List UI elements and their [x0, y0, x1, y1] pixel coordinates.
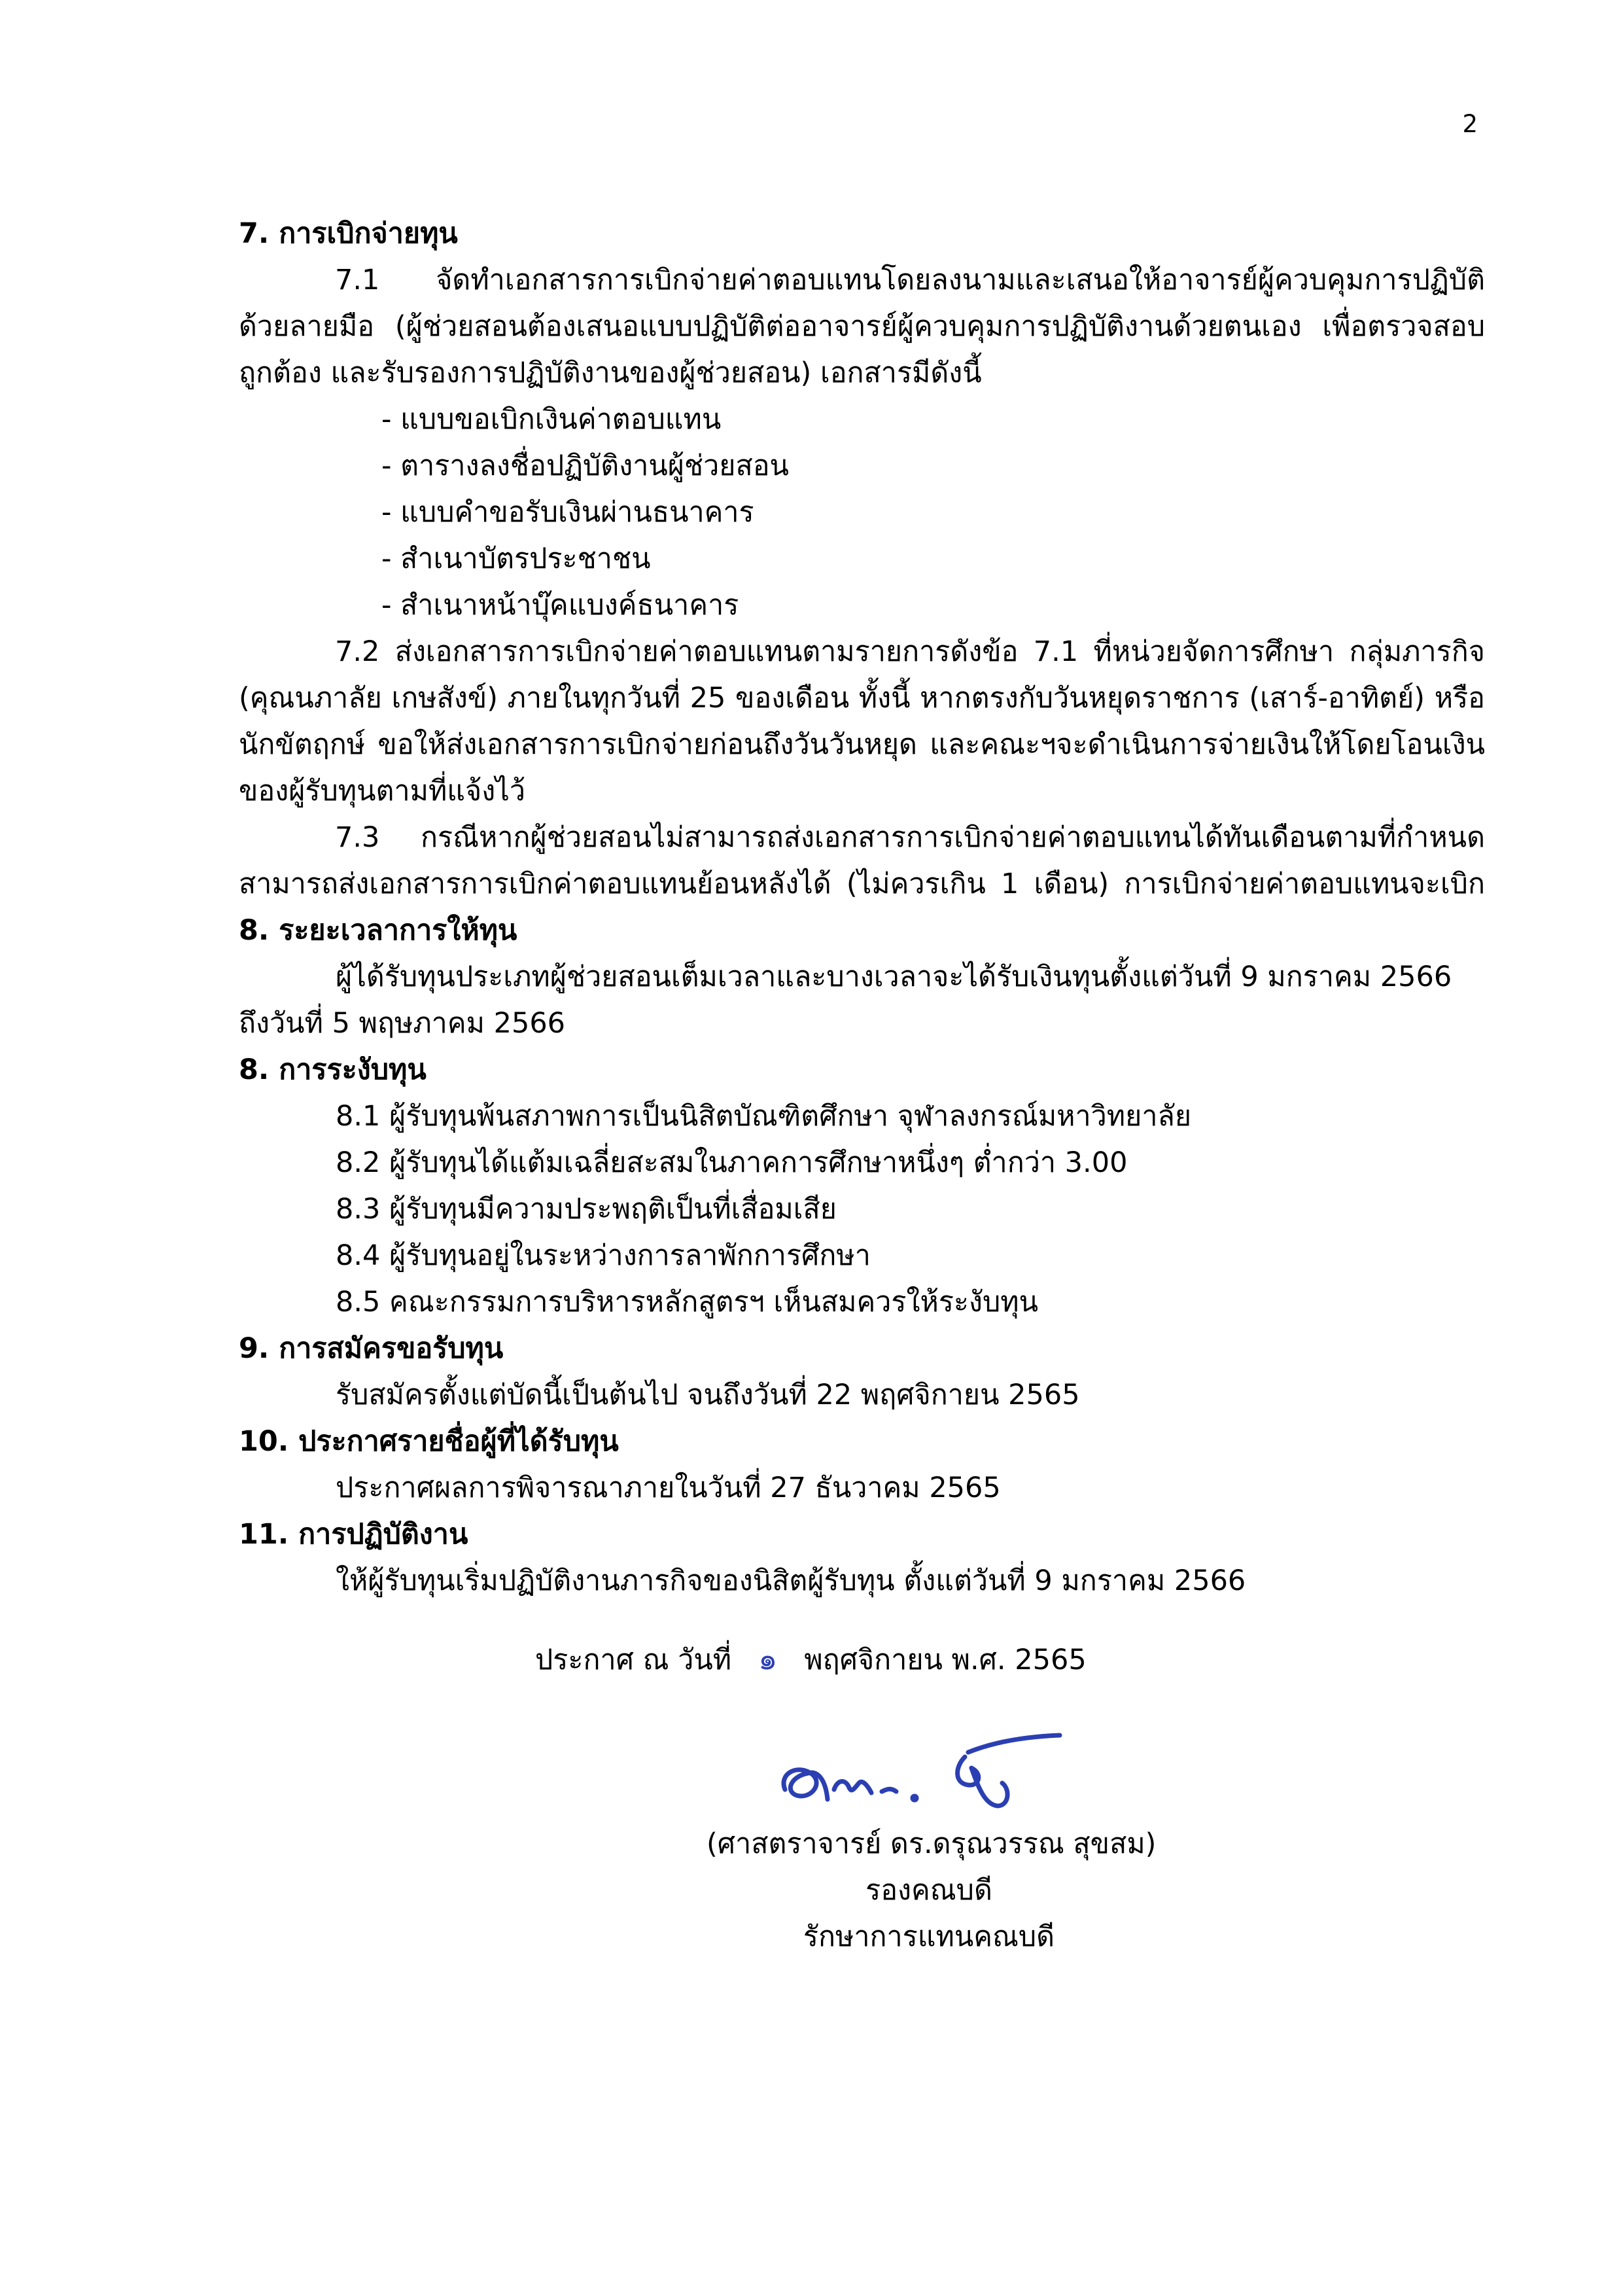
signatory-position: รองคณบดี — [865, 1874, 992, 1907]
suspension-item: 8.1 ผู้รับทุนพ้นสภาพการเป็นนิสิตบัณฑิตศึกษา จุฬาลงกรณ์มหาวิทยาลัย — [336, 1100, 1192, 1133]
page-number: 2 — [1462, 110, 1478, 138]
announcement-date — [535, 1636, 1087, 1684]
doc-list-item: - แบบคำขอรับเงินผ่านธนาคาร — [381, 496, 754, 529]
doc-list-item: - สำเนาหน้าบุ๊คแบงค์ธนาคาร — [381, 589, 739, 622]
para-7-3-line-1: 7.3 กรณีหากผู้ช่วยสอนไม่สามารถส่งเอกสารการเบิกจ่ายค่าตอบแทนได้ทันเดือนตามที่กำหนด — [335, 821, 1485, 854]
para-7-3-line-2: สามารถส่งเอกสารการเบิกค่าตอบแทนย้อนหลังได้ (ไม่ควรเกิน 1 เดือน) การเบิกจ่ายค่าตอบแทนจะเบิก — [239, 868, 1485, 900]
doc-list-item: - ตารางลงชื่อปฏิบัติงานผู้ช่วยสอน — [381, 450, 789, 482]
suspension-item: 8.2 ผู้รับทุนได้แต้มเฉลี่ยสะสมในภาคการศึกษาหนึ่งๆ ต่ำกว่า 3.00 — [336, 1146, 1128, 1179]
section-8-suspension-heading: 8. การระงับทุน — [239, 1053, 427, 1086]
suspension-item: 8.4 ผู้รับทุนอยู่ในระหว่างการลาพักการศึกษา — [336, 1239, 871, 1272]
para-7-2-line-1: 7.2 ส่งเอกสารการเบิกจ่ายค่าตอบแทนตามรายการดังข้อ 7.1 ที่หน่วยจัดการศึกษา กลุ่มภารกิจ — [335, 635, 1485, 668]
announcement-day: ๑ — [758, 1641, 778, 1676]
doc-list-item: - สำเนาบัตรประชาชน — [381, 542, 651, 575]
suspension-item: 8.3 ผู้รับทุนมีความประพฤติเป็นที่เสื่อมเสีย — [336, 1193, 837, 1226]
para-7-2-line-4: ของผู้รับทุนตามที่แจ้งไว้ — [239, 775, 525, 807]
para-7-1-line-2: ด้วยลายมือ (ผู้ช่วยสอนต้องเสนอแบบปฏิบัติต่ออาจารย์ผู้ควบคุมการปฏิบัติงานด้วยตนเอง เพื่อตรวจสอบ — [239, 310, 1485, 343]
signature-block — [707, 1821, 1157, 1960]
doc-list-item: - แบบขอเบิกเงินค่าตอบแทน — [381, 403, 722, 436]
section-9-heading: 9. การสมัครขอรับทุน — [239, 1332, 504, 1365]
announcement-suffix: พฤศจิกายน พ.ศ. 2565 — [804, 1644, 1087, 1676]
section-10-heading: 10. ประกาศรายชื่อผู้ที่ได้รับทุน — [239, 1425, 619, 1458]
section-11-line: ให้ผู้รับทุนเริ่มปฏิบัติงานภารกิจของนิสิตผู้รับทุน ตั้งแต่วันที่ 9 มกราคม 2566 — [336, 1564, 1246, 1597]
para-7-1-line-3: ถูกต้อง และรับรองการปฏิบัติงานของผู้ช่วยสอน) เอกสารมีดังนี้ — [239, 357, 982, 389]
section-8-period-heading: 8. ระยะเวลาการให้ทุน — [239, 914, 517, 947]
announcement-prefix: ประกาศ ณ วันที่ — [535, 1644, 732, 1676]
section-9-line: รับสมัครตั้งแต่บัดนี้เป็นต้นไป จนถึงวันที่ 22 พฤศจิกายน 2565 — [336, 1379, 1080, 1411]
section-8-period-line-2: ถึงวันที่ 5 พฤษภาคม 2566 — [239, 1007, 566, 1040]
para-7-2-line-3: นักขัตฤกษ์ ขอให้ส่งเอกสารการเบิกจ่ายก่อนถึงวันวันหยุด และคณะฯจะดำเนินการจ่ายเงินให้โดยโอนเงิน — [239, 728, 1485, 761]
section-10-line: ประกาศผลการพิจารณาภายในวันที่ 27 ธันวาคม 2565 — [336, 1472, 1001, 1504]
para-7-1-line-1: 7.1 จัดทำเอกสารการเบิกจ่ายค่าตอบแทนโดยลงนามและเสนอให้อาจารย์ผู้ควบคุมการปฏิบัติ — [335, 264, 1485, 296]
para-7-2-line-2: (คุณนภาลัย เกษสังข์) ภายในทุกวันที่ 25 ของเดือน ทั้งนี้ หากตรงกับวันหยุดราชการ (เสาร์-อาทิตย์) หรือ — [239, 682, 1485, 715]
document-body — [239, 211, 1485, 1604]
suspension-item: 8.5 คณะกรรมการบริหารหลักสูตรฯ เห็นสมควรให้ระงับทุน — [336, 1286, 1039, 1318]
section-11-heading: 11. การปฏิบัติงาน — [239, 1518, 468, 1551]
section-8-period-line-1: ผู้ได้รับทุนประเภทผู้ช่วยสอนเต็มเวลาและบางเวลาจะได้รับเงินทุนตั้งแต่วันที่ 9 มกราคม 2566 — [336, 961, 1452, 993]
section-7-heading: 7. การเบิกจ่ายทุน — [239, 217, 458, 250]
signatory-acting: รักษาการแทนคณบดี — [803, 1920, 1055, 1953]
signatory-name: (ศาสตราจารย์ ดร.ดรุณวรรณ สุขสม) — [707, 1828, 1157, 1860]
